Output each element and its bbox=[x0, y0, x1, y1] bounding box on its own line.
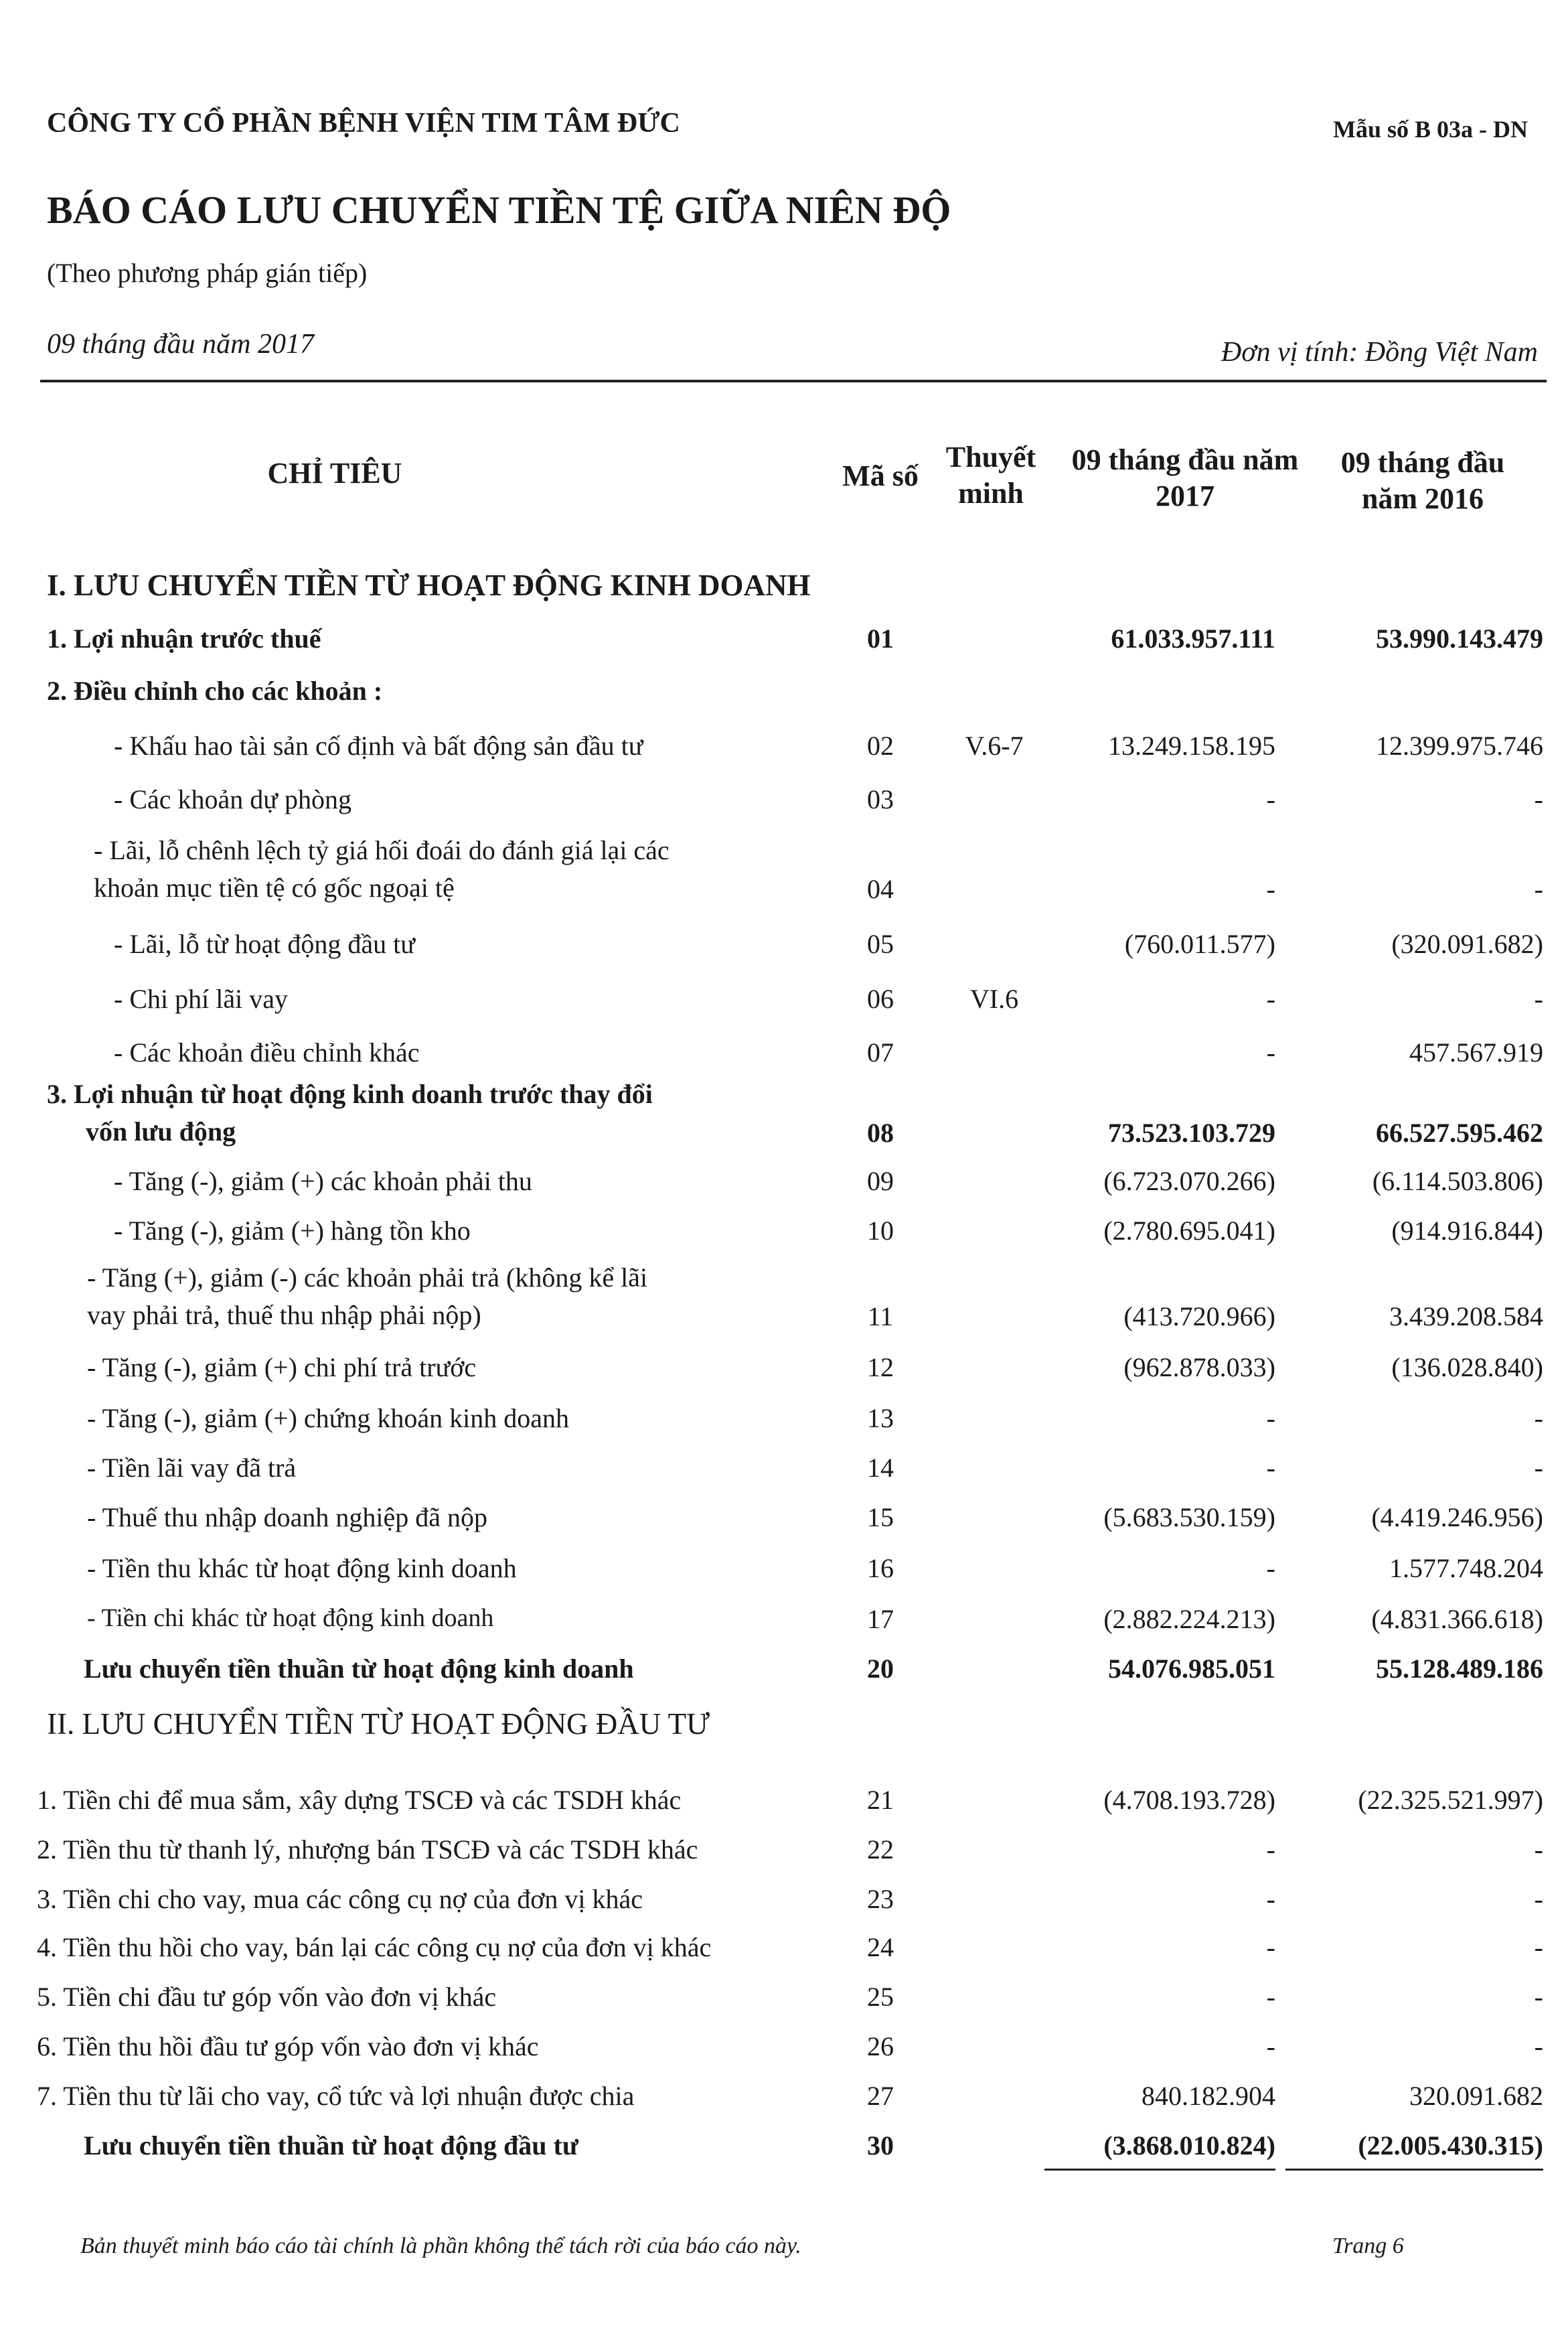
row-label: - Các khoản điều chỉnh khác bbox=[114, 1037, 420, 1068]
row-label: 7. Tiền thu từ lãi cho vay, cổ tức và lợi nhuận được chia bbox=[37, 2081, 635, 2111]
form-number: Mẫu số B 03a - DN bbox=[1332, 116, 1528, 143]
footer-note: Bản thuyết minh báo cáo tài chính là phần không thể tách rời của báo cáo này. bbox=[80, 2234, 801, 2258]
value-2016: - bbox=[1534, 1982, 1543, 2012]
value-2017: - bbox=[1266, 1982, 1275, 2012]
row-label: 3. Tiền chi cho vay, mua các công cụ nợ của đơn vị khác bbox=[37, 1884, 643, 1914]
value-2016: - bbox=[1534, 784, 1543, 814]
row-label-line1: - Lãi, lỗ chênh lệch tỷ giá hối đoái do đánh giá lại các bbox=[94, 835, 670, 865]
row-label: 1. Tiền chi để mua sắm, xây dựng TSCĐ và các TSDH khác bbox=[37, 1785, 682, 1815]
report-period: 09 tháng đầu năm 2017 bbox=[47, 329, 314, 360]
row-label-line1: - Tăng (+), giảm (-) các khoản phải trả (không kể lãi bbox=[87, 1262, 648, 1293]
value-2016: - bbox=[1534, 984, 1543, 1014]
value-2017: - bbox=[1266, 2031, 1275, 2061]
value-2016: - bbox=[1534, 1884, 1543, 1914]
row-label: - Khấu hao tài sản cố định và bất động sản đầu tư bbox=[114, 731, 643, 761]
value-2016: - bbox=[1534, 1453, 1543, 1483]
report-subtitle: (Theo phương pháp gián tiếp) bbox=[47, 258, 368, 288]
row-label bbox=[94, 832, 670, 907]
value-2017: 54.076.985.051 bbox=[1108, 1654, 1275, 1684]
value-2016: (320.091.682) bbox=[1391, 929, 1543, 959]
currency-unit: Đơn vị tính: Đồng Việt Nam bbox=[1221, 337, 1538, 368]
row-code: 05 bbox=[867, 929, 894, 959]
section-investing-title: II. LƯU CHUYỂN TIỀN TỪ HOẠT ĐỘNG ĐẦU TƯ bbox=[47, 1707, 710, 1741]
value-2017: - bbox=[1266, 984, 1275, 1014]
column-header-note: Thuyết minh bbox=[945, 441, 1036, 510]
value-2017: - bbox=[1266, 874, 1275, 904]
row-code: 11 bbox=[867, 1301, 894, 1331]
value-2017: (962.878.033) bbox=[1123, 1352, 1275, 1382]
row-code: 20 bbox=[867, 1654, 894, 1684]
row-label: - Lãi, lỗ từ hoạt động đầu tư bbox=[114, 929, 415, 959]
value-2016: (136.028.840) bbox=[1391, 1352, 1543, 1382]
row-label: - Tăng (-), giảm (+) chứng khoán kinh doanh bbox=[87, 1403, 569, 1433]
value-2017: (6.723.070.266) bbox=[1103, 1166, 1275, 1196]
row-label bbox=[87, 1259, 647, 1334]
row-label-line2: vay phải trả, thuế thu nhập phải nộp) bbox=[87, 1300, 481, 1330]
row-code: 02 bbox=[867, 731, 894, 761]
value-2017: - bbox=[1266, 1037, 1275, 1068]
value-2016: - bbox=[1534, 874, 1543, 904]
value-2017: (413.720.966) bbox=[1123, 1301, 1275, 1331]
value-2016: - bbox=[1534, 1932, 1543, 1962]
value-2017: - bbox=[1266, 1403, 1275, 1433]
row-label bbox=[47, 1076, 653, 1151]
column-header-code: Mã số bbox=[842, 459, 919, 492]
row-label: 1. Lợi nhuận trước thuế bbox=[47, 624, 321, 654]
value-2016: 53.990.143.479 bbox=[1376, 624, 1543, 654]
section-operating-title: I. LƯU CHUYỂN TIỀN TỪ HOẠT ĐỘNG KINH DOANH bbox=[47, 569, 811, 602]
row-label: - Tăng (-), giảm (+) hàng tồn kho bbox=[114, 1216, 471, 1246]
value-2016: 320.091.682 bbox=[1409, 2081, 1543, 2111]
row-code: 22 bbox=[867, 1834, 894, 1865]
header-divider bbox=[40, 380, 1547, 382]
value-2017: (2.780.695.041) bbox=[1103, 1216, 1275, 1246]
row-code: 26 bbox=[867, 2031, 894, 2061]
row-code: 13 bbox=[867, 1403, 894, 1433]
value-2017: (5.683.530.159) bbox=[1103, 1502, 1275, 1532]
row-label-line1: 3. Lợi nhuận từ hoạt động kinh doanh trước thay đổi bbox=[47, 1079, 653, 1109]
value-2016: (22.005.430.315) bbox=[1285, 2130, 1543, 2161]
value-2016: - bbox=[1534, 2031, 1543, 2061]
row-label: 5. Tiền chi đầu tư góp vốn vào đơn vị khác bbox=[37, 1982, 497, 2012]
row-label: - Tăng (-), giảm (+) các khoản phải thu bbox=[114, 1166, 532, 1196]
value-2016: - bbox=[1534, 1834, 1543, 1865]
value-2017: 61.033.957.111 bbox=[1111, 624, 1275, 654]
value-2017: - bbox=[1266, 1884, 1275, 1914]
row-code: 15 bbox=[867, 1502, 894, 1532]
value-2016: 1.577.748.204 bbox=[1389, 1553, 1543, 1583]
row-label-line2: khoản mục tiền tệ có gốc ngoại tệ bbox=[94, 873, 455, 903]
row-code: 04 bbox=[867, 874, 894, 904]
row-note: V.6-7 bbox=[965, 731, 1024, 761]
value-2016: (4.831.366.618) bbox=[1371, 1604, 1543, 1634]
row-code: 16 bbox=[867, 1553, 894, 1583]
value-2017: 840.182.904 bbox=[1142, 2081, 1275, 2111]
column-header-2017: 09 tháng đầu năm 2017 bbox=[1071, 443, 1299, 512]
value-2016: (914.916.844) bbox=[1391, 1216, 1543, 1246]
row-label-line2: vốn lưu động bbox=[86, 1116, 236, 1147]
column-header-2016: 09 tháng đầu năm 2016 bbox=[1340, 446, 1505, 515]
row-label: Lưu chuyển tiền thuần từ hoạt động kinh doanh bbox=[84, 1654, 634, 1684]
value-2017: 13.249.158.195 bbox=[1108, 731, 1275, 761]
row-label: 2. Tiền thu từ thanh lý, nhượng bán TSCĐ và các TSDH khác bbox=[37, 1834, 698, 1865]
value-2017: (4.708.193.728) bbox=[1103, 1785, 1275, 1815]
row-code: 01 bbox=[867, 624, 894, 654]
row-label: 4. Tiền thu hồi cho vay, bán lại các công cụ nợ của đơn vị khác bbox=[37, 1932, 712, 1962]
value-2017: - bbox=[1266, 784, 1275, 814]
value-2016: (22.325.521.997) bbox=[1358, 1785, 1543, 1815]
value-2016: 12.399.975.746 bbox=[1376, 731, 1543, 761]
value-2017: (3.868.010.824) bbox=[1044, 2130, 1275, 2161]
row-code: 09 bbox=[867, 1166, 894, 1196]
row-code: 07 bbox=[867, 1037, 894, 1068]
row-code: 23 bbox=[867, 1884, 894, 1914]
value-2016: 457.567.919 bbox=[1409, 1037, 1543, 1068]
row-label: - Tiền thu khác từ hoạt động kinh doanh bbox=[87, 1553, 517, 1583]
value-2016: 55.128.489.186 bbox=[1376, 1654, 1543, 1684]
row-code: 30 bbox=[867, 2130, 894, 2161]
value-2017: - bbox=[1266, 1834, 1275, 1865]
row-code: 08 bbox=[867, 1118, 894, 1148]
row-label: - Tăng (-), giảm (+) chi phí trả trước bbox=[87, 1352, 477, 1382]
row-code: 10 bbox=[867, 1216, 894, 1246]
row-code: 12 bbox=[867, 1352, 894, 1382]
row-code: 25 bbox=[867, 1982, 894, 2012]
row-label: - Tiền chi khác từ hoạt động kinh doanh bbox=[87, 1604, 494, 1632]
value-2016: (6.114.503.806) bbox=[1372, 1166, 1543, 1196]
value-2017: (2.882.224.213) bbox=[1103, 1604, 1275, 1634]
value-2017: - bbox=[1266, 1932, 1275, 1962]
row-code: 24 bbox=[867, 1932, 894, 1962]
row-code: 06 bbox=[867, 984, 894, 1014]
value-2016: 3.439.208.584 bbox=[1389, 1301, 1543, 1331]
column-header-indicator: CHỈ TIÊU bbox=[267, 457, 402, 490]
row-label: 2. Điều chỉnh cho các khoản : bbox=[47, 676, 383, 706]
row-code: 14 bbox=[867, 1453, 894, 1483]
row-code: 17 bbox=[867, 1604, 894, 1634]
row-label: 6. Tiền thu hồi đầu tư góp vốn vào đơn vị khác bbox=[37, 2031, 539, 2061]
row-label: - Tiền lãi vay đã trả bbox=[87, 1453, 297, 1483]
value-2017: - bbox=[1266, 1453, 1275, 1483]
row-label: - Thuế thu nhập doanh nghiệp đã nộp bbox=[87, 1502, 488, 1532]
value-2016: 66.527.595.462 bbox=[1376, 1118, 1543, 1148]
company-name: CÔNG TY CỔ PHẦN BỆNH VIỆN TIM TÂM ĐỨC bbox=[47, 108, 680, 139]
row-code: 27 bbox=[867, 2081, 894, 2111]
value-2017: (760.011.577) bbox=[1124, 929, 1275, 959]
row-label: Lưu chuyển tiền thuần từ hoạt động đầu tư bbox=[84, 2130, 578, 2161]
value-2017: 73.523.103.729 bbox=[1108, 1118, 1275, 1148]
value-2016: (4.419.246.956) bbox=[1371, 1502, 1543, 1532]
row-code: 21 bbox=[867, 1785, 894, 1815]
row-note: VI.6 bbox=[969, 984, 1019, 1014]
report-title: BÁO CÁO LƯU CHUYỂN TIỀN TỆ GIỮA NIÊN ĐỘ bbox=[47, 188, 951, 232]
row-label: - Các khoản dự phòng bbox=[114, 784, 351, 814]
value-2016: - bbox=[1534, 1403, 1543, 1433]
value-2017: - bbox=[1266, 1553, 1275, 1583]
row-label: - Chi phí lãi vay bbox=[114, 984, 288, 1014]
row-code: 03 bbox=[867, 784, 894, 814]
page-number: Trang 6 bbox=[1332, 2234, 1404, 2258]
